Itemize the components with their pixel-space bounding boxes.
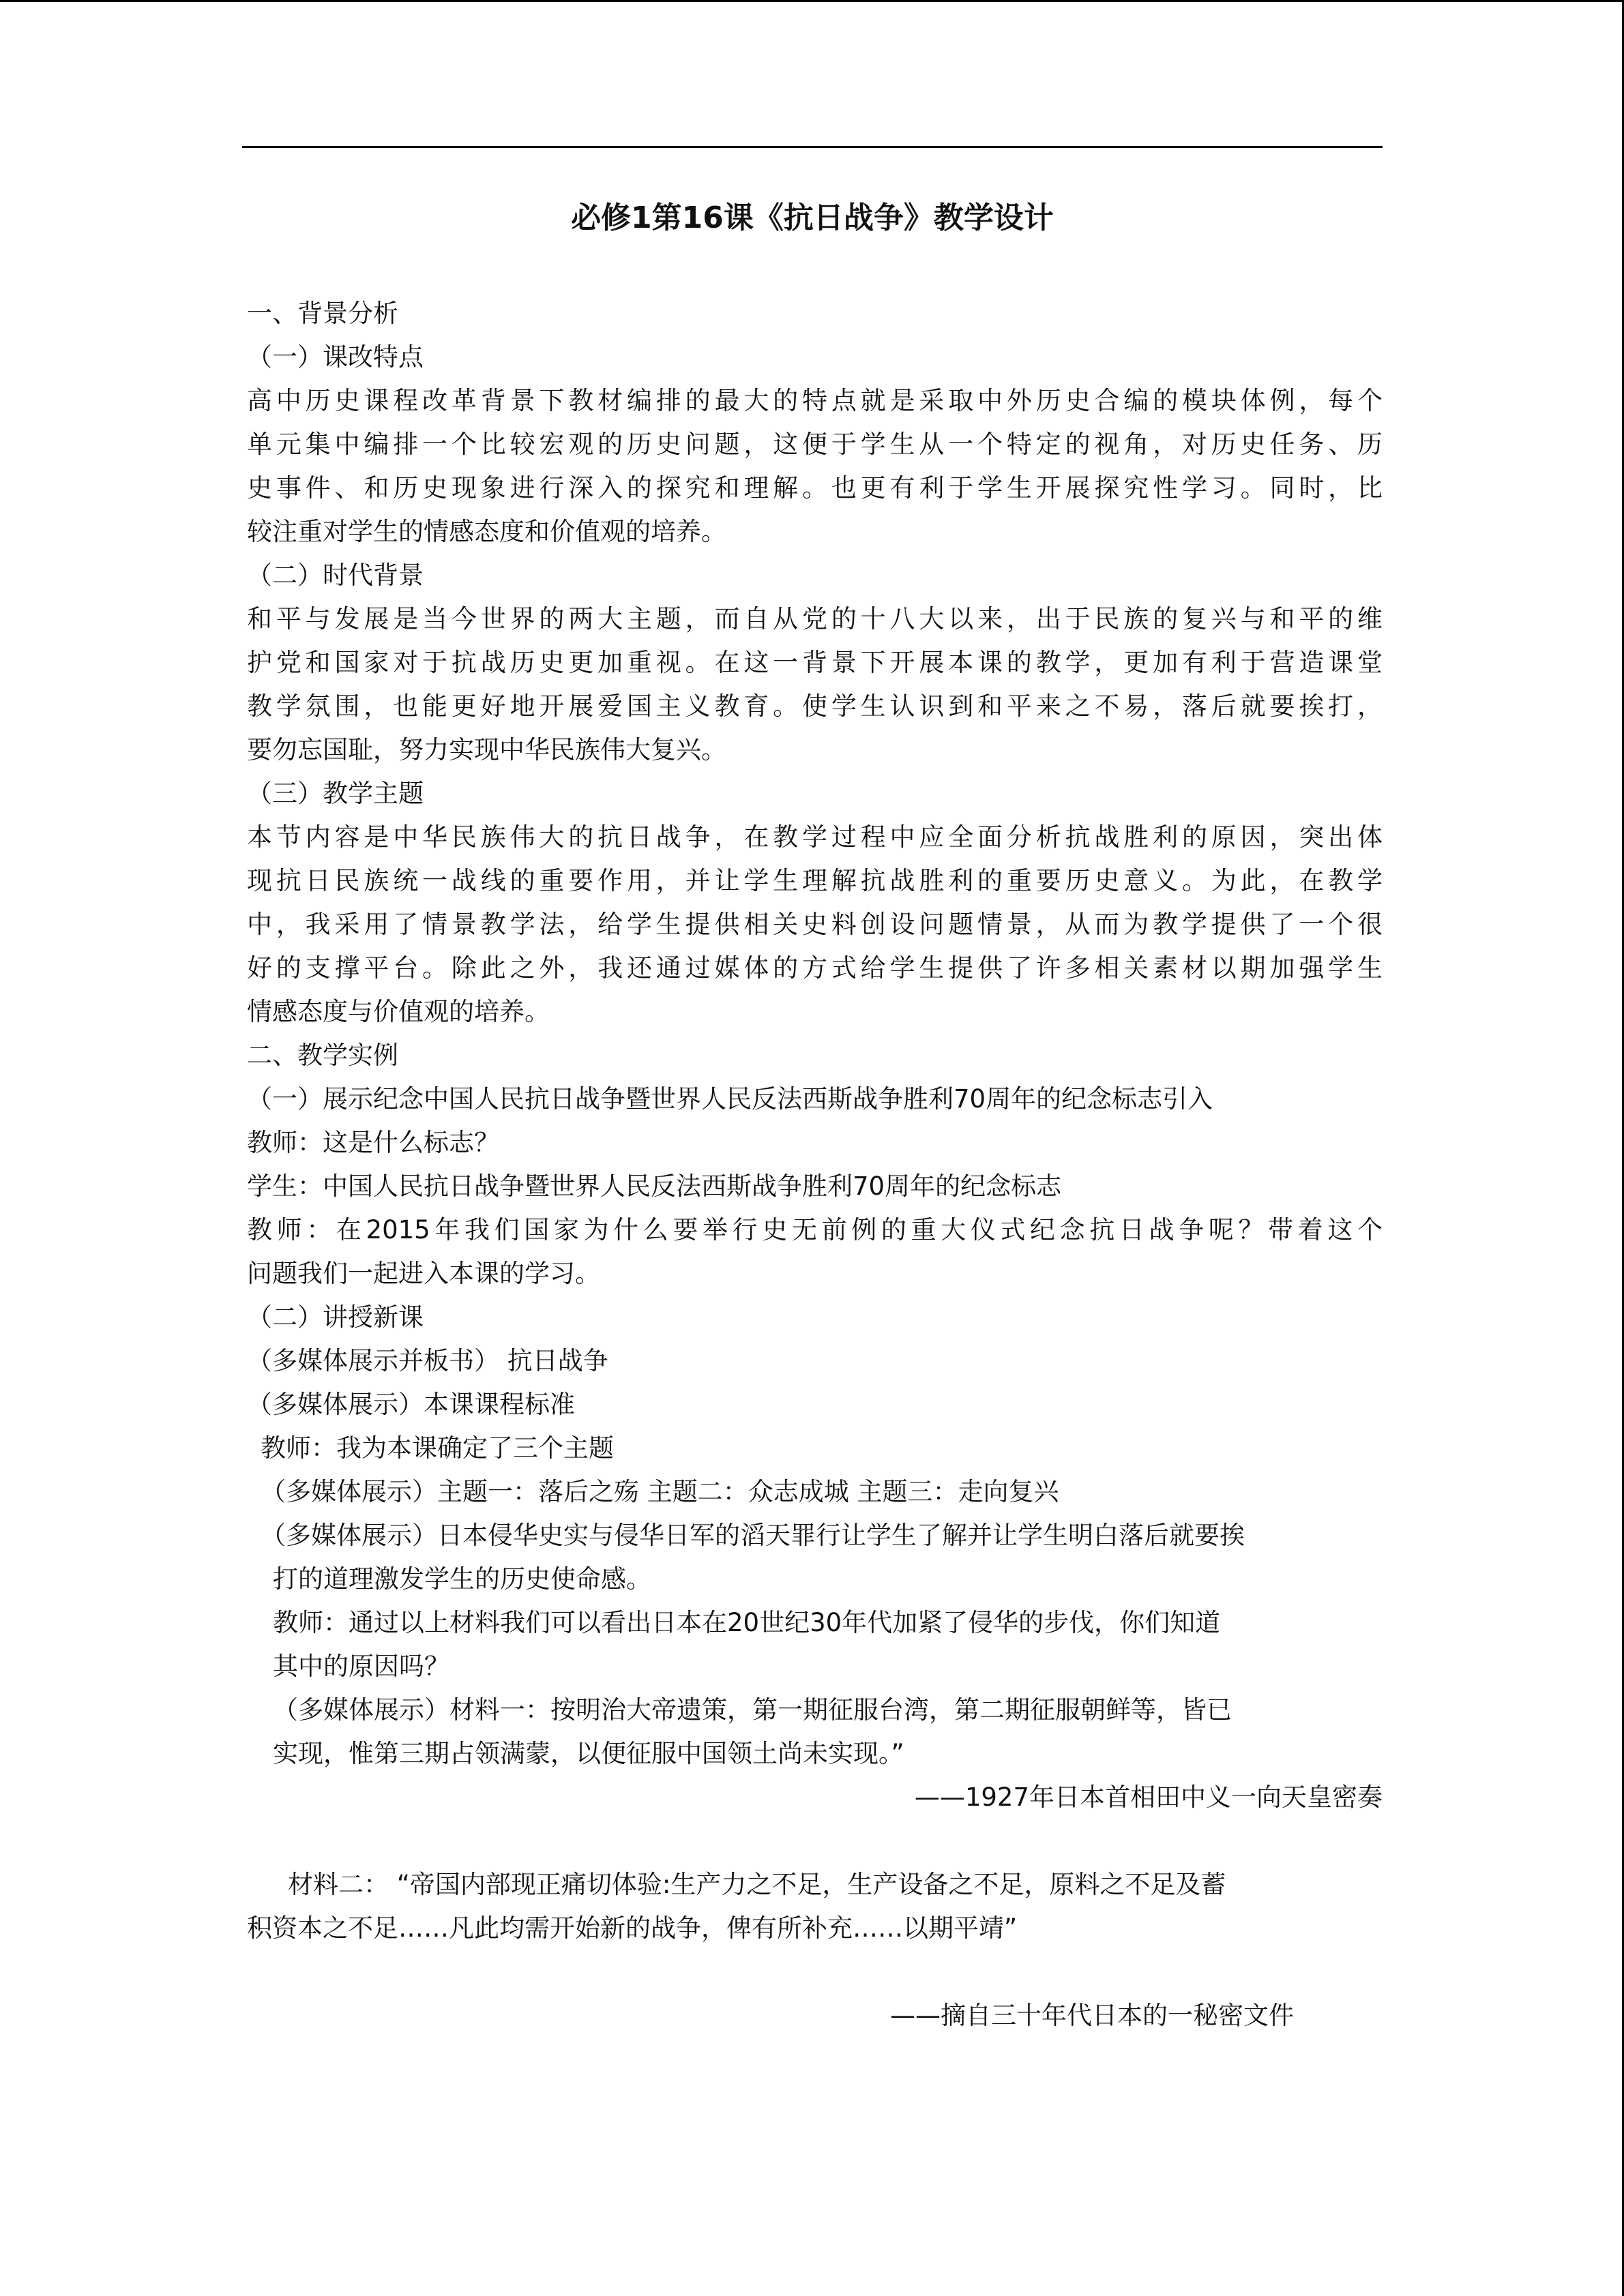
section-heading: 一、背景分析 (247, 299, 398, 328)
dialogue-line: 问题我们一起进入本课的学习。 (247, 1259, 600, 1288)
page-border-top (0, 0, 1624, 2)
subsection-heading: （二）讲授新课 (247, 1302, 424, 1332)
paragraph-line: 单元集中编排一个比较宏观的历史问题，这便于学生从一个特定的视角，对历史任务、历 (247, 430, 1383, 459)
header-rule (242, 146, 1383, 148)
quote-source: ——摘自三十年代日本的一秘密文件 (890, 2001, 1294, 2030)
paragraph-line: 中，我采用了情景教学法，给学生提供相关史料创设问题情景，从而为教学提供了一个很 (247, 910, 1383, 939)
paragraph-line: 好的支撑平台。除此之外，我还通过媒体的方式给学生提供了许多相关素材以期加强学生 (247, 953, 1383, 983)
subsection-heading: （一）课改特点 (247, 342, 424, 372)
media-line: （多媒体展示）日本侵华史实与侵华日军的滔天罪行让学生了解并让学生明白落后就要挨 (261, 1521, 1245, 1550)
media-line: （多媒体展示）主题一：落后之殇 主题二：众志成城 主题三：走向复兴 (261, 1477, 1059, 1506)
paragraph-line: 护党和国家对于抗战历史更加重视。在这一背景下开展本课的教学，更加有利于营造课堂 (247, 648, 1383, 677)
paragraph-line: 和平与发展是当今世界的两大主题，而自从党的十八大以来，出于民族的复兴与和平的维 (247, 604, 1383, 633)
quote-line: 积资本之不足……凡此均需开始新的战争，俾有所补充……以期平靖” (247, 1913, 1018, 1943)
section-heading: 二、教学实例 (247, 1041, 398, 1070)
subsection-heading: （二）时代背景 (247, 561, 424, 590)
media-line: 打的道理激发学生的历史使命感。 (273, 1564, 651, 1594)
dialogue-line: 教师：在2015年我们国家为什么要举行史无前例的重大仪式纪念抗日战争呢？带着这个 (247, 1215, 1383, 1244)
dialogue-line: 教师：这是什么标志？ (247, 1128, 499, 1157)
dialogue-line: 其中的原因吗？ (273, 1652, 449, 1681)
media-line: （多媒体展示并板书） 抗日战争 (247, 1346, 608, 1375)
quote-line: 实现，惟第三期占领满蒙，以便征服中国领土尚未实现。” (273, 1739, 904, 1768)
paragraph-line: 史事件、和历史现象进行深入的探究和理解。也更有利于学生开展探究性学习。同时，比 (247, 473, 1383, 503)
quote-source: ——1927年日本首相田中义一向天皇密奏 (914, 1783, 1383, 1812)
paragraph-line: 要勿忘国耻，努力实现中华民族伟大复兴。 (247, 735, 726, 764)
paragraph-line: 教学氛围，也能更好地开展爱国主义教育。使学生认识到和平来之不易，落后就要挨打， (247, 691, 1383, 721)
document-body (247, 292, 1383, 2038)
media-line: （多媒体展示）本课课程标准 (247, 1390, 575, 1419)
paragraph-line: 现抗日民族统一战线的重要作用，并让学生理解抗战胜利的重要历史意义。为此，在教学 (247, 866, 1383, 895)
dialogue-line: 教师：我为本课确定了三个主题 (261, 1433, 614, 1463)
paragraph-line: 情感态度与价值观的培养。 (247, 997, 550, 1026)
dialogue-line: 学生：中国人民抗日战争暨世界人民反法西斯战争胜利70周年的纪念标志 (247, 1172, 1062, 1201)
dialogue-line: 教师：通过以上材料我们可以看出日本在20世纪30年代加紧了侵华的步伐，你们知道 (273, 1608, 1221, 1637)
spacer (247, 1819, 1383, 1863)
quote-line: 材料二： “帝国内部现正痛切体验:生产力之不足，生产设备之不足，原料之不足及蓄 (288, 1870, 1226, 1899)
subsection-heading: （一）展示纪念中国人民抗日战争暨世界人民反法西斯战争胜利70周年的纪念标志引入 (247, 1084, 1213, 1114)
subsection-heading: （三）教学主题 (247, 779, 424, 808)
paragraph-line: 较注重对学生的情感态度和价值观的培养。 (247, 517, 726, 546)
paragraph-line: 本节内容是中华民族伟大的抗日战争，在教学过程中应全面分析抗战胜利的原因，突出体 (247, 822, 1383, 852)
paragraph-line: 高中历史课程改革背景下教材编排的最大的特点就是采取中外历史合编的模块体例，每个 (247, 386, 1383, 415)
quote-line: （多媒体展示）材料一：按明治大帝遗策，第一期征服台湾，第二期征服朝鲜等，皆已 (273, 1695, 1232, 1725)
document-title: 必修1第16课《抗日战争》教学设计 (571, 200, 1054, 235)
spacer (247, 1950, 1383, 1994)
